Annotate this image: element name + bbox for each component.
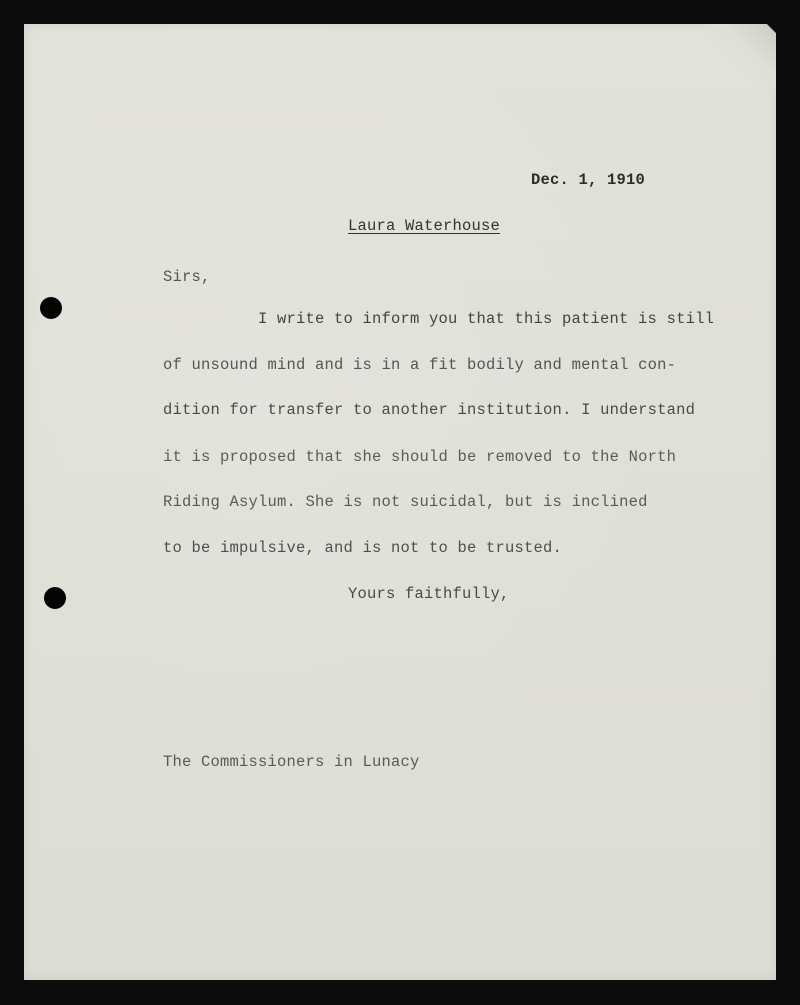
- letter-closing: Yours faithfully,: [348, 585, 510, 603]
- folded-corner: [706, 24, 776, 94]
- body-line: Riding Asylum. She is not suicidal, but is inclined: [163, 493, 648, 511]
- body-line: of unsound mind and is in a fit bodily and mental con-: [163, 356, 677, 374]
- letter-subject: Laura Waterhouse: [348, 217, 501, 235]
- body-line: I write to inform you that this patient is still: [258, 310, 715, 328]
- punch-hole-top: [40, 297, 62, 319]
- letter-date: Dec. 1, 1910: [531, 171, 646, 189]
- punch-hole-bottom: [44, 587, 66, 609]
- letter-salutation: Sirs,: [163, 268, 211, 286]
- body-line: dition for transfer to another institution. I understand: [163, 401, 696, 419]
- letter-addressee: The Commissioners in Lunacy: [163, 753, 420, 771]
- body-line: it is proposed that she should be removed to the North: [163, 448, 677, 466]
- body-line: to be impulsive, and is not to be trusted.: [163, 539, 563, 557]
